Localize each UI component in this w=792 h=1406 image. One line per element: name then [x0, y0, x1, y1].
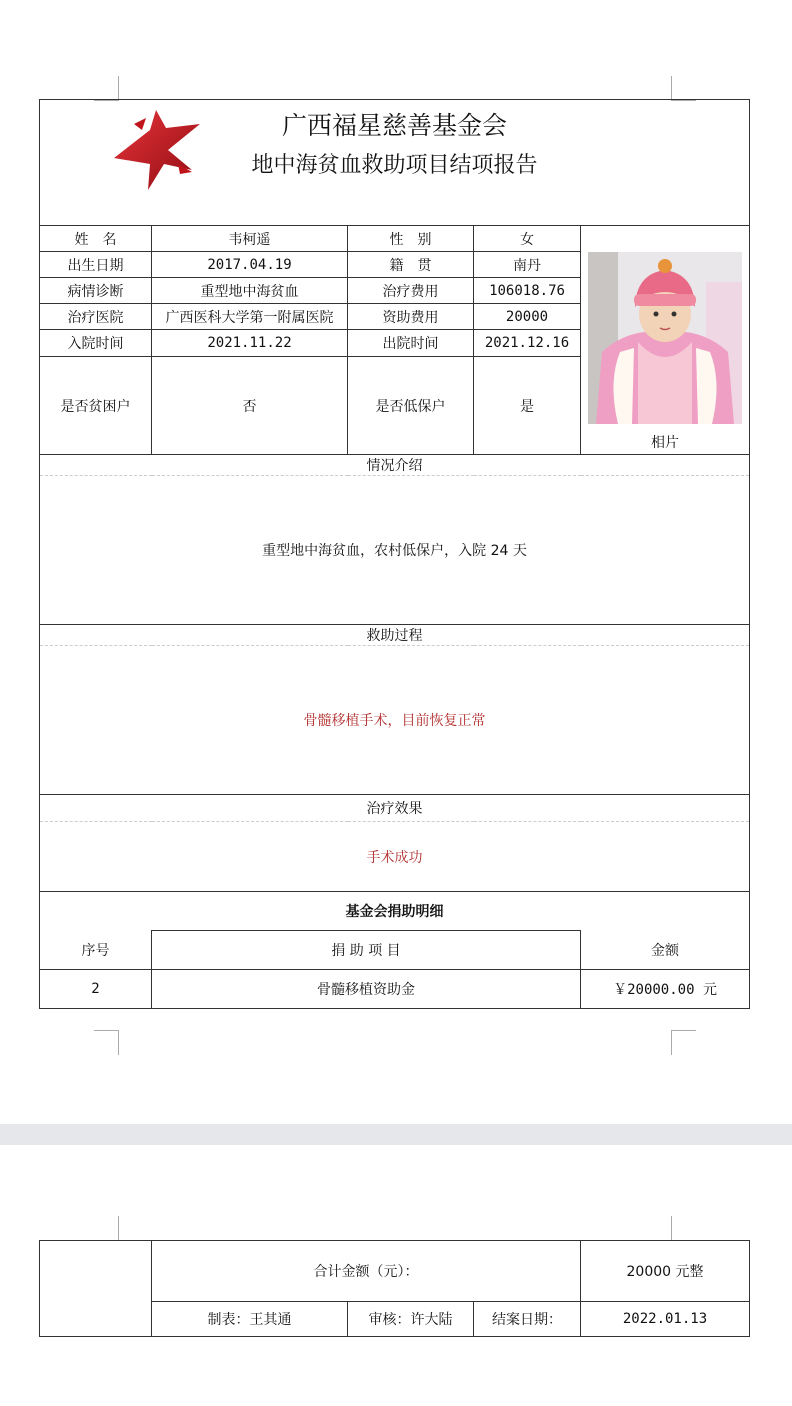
- process-title: 救助过程: [40, 625, 750, 646]
- summary-blank-cell: [40, 1241, 152, 1337]
- photo-label: 相片: [651, 435, 680, 451]
- gender-value: 女: [474, 226, 581, 252]
- donation-title: 基金会捐助明细: [40, 892, 750, 931]
- situation-title: 情况介绍: [40, 455, 750, 476]
- crop-mark: [94, 1216, 119, 1241]
- aid-label: 资助费用: [348, 304, 474, 330]
- row-amount: ￥20000.00 元: [581, 970, 750, 1009]
- reviewer: 审核：许大陆: [348, 1302, 474, 1337]
- document-page-2: [0, 1145, 792, 1406]
- birth-label: 出生日期: [40, 252, 152, 278]
- gender-label: 性 别: [348, 226, 474, 252]
- poor-label: 是否贫困户: [40, 357, 152, 455]
- discharge-label: 出院时间: [348, 330, 474, 357]
- cost-value: 106018.76: [474, 278, 581, 304]
- hospital-label: 治疗医院: [40, 304, 152, 330]
- crop-mark: [94, 1030, 119, 1055]
- discharge-value: 2021.12.16: [474, 330, 581, 357]
- dibao-label: 是否低保户: [348, 357, 474, 455]
- effect-title: 治疗效果: [40, 795, 750, 822]
- row-item: 骨髓移植资助金: [152, 970, 581, 1009]
- process-text: 骨髓移植手术，目前恢复正常: [40, 646, 750, 795]
- diagnosis-value: 重型地中海贫血: [152, 278, 348, 304]
- col-amount: 金额: [581, 931, 750, 970]
- aid-value: 20000: [474, 304, 581, 330]
- situation-text: 重型地中海贫血，农村低保户，入院 24 天: [40, 476, 750, 625]
- poor-value: 否: [152, 357, 348, 455]
- report-title: 地中海贫血救助项目结项报告: [251, 153, 538, 178]
- maker: 制表：王其通: [152, 1302, 348, 1337]
- cost-label: 治疗费用: [348, 278, 474, 304]
- crop-mark: [671, 1030, 696, 1055]
- admit-value: 2021.11.22: [152, 330, 348, 357]
- crop-mark: [671, 76, 696, 101]
- org-name: 广西福星慈善基金会: [282, 111, 508, 140]
- hospital-value: 广西医科大学第一附属医院: [152, 304, 348, 330]
- col-item: 捐 助 项 目: [152, 931, 581, 970]
- close-date-label: 结案日期：: [474, 1302, 581, 1337]
- total-value: 20000 元整: [581, 1241, 750, 1302]
- name-label: 姓 名: [40, 226, 152, 252]
- crop-mark: [94, 76, 119, 101]
- summary-table: [39, 1240, 750, 1337]
- crop-mark: [671, 1216, 696, 1241]
- row-no: 2: [40, 970, 152, 1009]
- table-row: [40, 970, 750, 1009]
- report-header: [40, 100, 750, 226]
- admit-label: 入院时间: [40, 330, 152, 357]
- report-table: [39, 99, 750, 1009]
- origin-value: 南丹: [474, 252, 581, 278]
- col-no: 序号: [40, 931, 152, 970]
- effect-text: 手术成功: [40, 822, 750, 892]
- name-value: 韦柯遥: [152, 226, 348, 252]
- total-label: 合计金额（元）：: [152, 1241, 581, 1302]
- diagnosis-label: 病情诊断: [40, 278, 152, 304]
- photo-cell: [581, 226, 750, 455]
- patient-photo: [588, 252, 742, 424]
- origin-label: 籍 贯: [348, 252, 474, 278]
- dibao-value: 是: [474, 357, 581, 455]
- close-date-value: 2022.01.13: [581, 1302, 750, 1337]
- birth-value: 2017.04.19: [152, 252, 348, 278]
